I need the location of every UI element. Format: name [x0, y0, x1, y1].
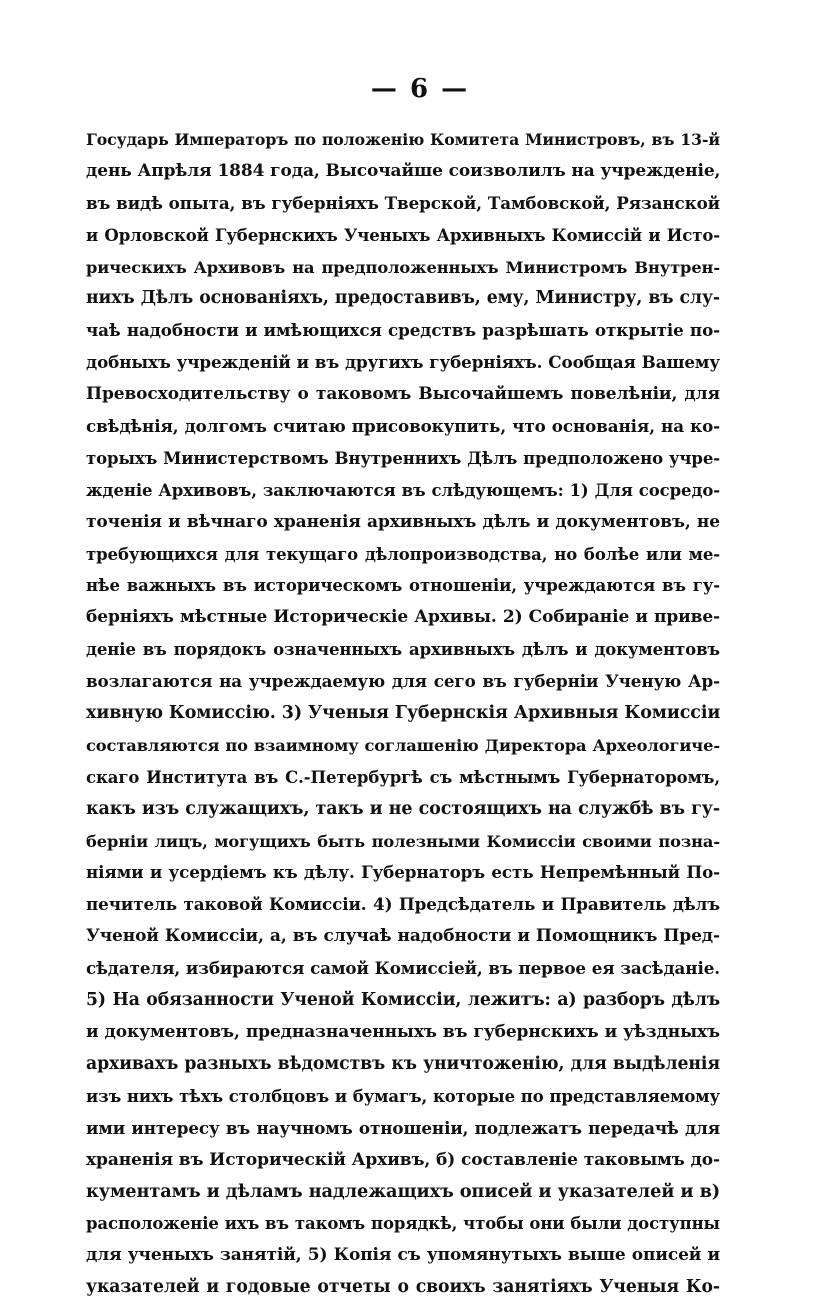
text-line: для ученыхъ занятій, 5) Копія съ упомянутыхъ выше описей и: [86, 1245, 720, 1266]
text-line: деніе въ порядокъ означенныхъ архивныхъ дѣлъ и документовъ: [86, 640, 720, 660]
text-line: точенія и вѣчнаго храненія архивныхъ дѣлъ и документовъ, не: [86, 511, 720, 532]
text-line: добныхъ учрежденій и въ другихъ губерніяхъ. Сообщая Вашему: [86, 352, 720, 373]
text-line: свѣдѣнія, долгомъ считаю присовокупить, что основанія, на ко-: [86, 416, 720, 437]
text-line: Ученой Комиссіи, а, въ случаѣ надобности и Помощникъ Пред-: [86, 926, 720, 947]
text-line: скаго Института въ С.-Петербургѣ съ мѣстнымъ Губернаторомъ,: [86, 767, 720, 787]
text-line: берніи лицъ, могущихъ быть полезными Комиссіи своими позна-: [86, 831, 720, 851]
text-line: 5) На обязанности Ученой Комиссіи, лежитъ: а) разборъ дѣлъ: [86, 990, 720, 1011]
text-line: жденіе Архивовъ, заключаются въ слѣдующемъ: 1) Для сосредо-: [86, 480, 720, 500]
text-line: нихъ Дѣлъ основаніяхъ, предоставивъ, ему, Министру, въ слу-: [86, 288, 720, 309]
text-line: какъ изъ служащихъ, такъ и не состоящихъ на службѣ въ гу-: [86, 798, 720, 819]
text-line: расположеніе ихъ въ такомъ порядкѣ, чтобы они были доступны: [86, 1214, 720, 1234]
text-line: составляются по взаимному соглашенію Директора Археологиче-: [86, 735, 720, 755]
text-line: архивахъ разныхъ вѣдомствъ къ уничтоженію, для выдѣленія: [86, 1053, 720, 1074]
text-line: кументамъ и дѣламъ надлежащихъ описей и указателей и в): [86, 1181, 720, 1203]
text-line: изъ нихъ тѣхъ столбцовъ и бумагъ, которые по представляемому: [86, 1086, 720, 1106]
text-line: требующихся для текущаго дѣлопроизводства, но болѣе или ме-: [86, 544, 720, 564]
text-line: и Орловской Губернскихъ Ученыхъ Архивныхъ Комиссій и Исто-: [86, 225, 720, 245]
page-number: — 6 —: [370, 74, 470, 104]
text-line: и документовъ, предназначенныхъ въ губернскихъ и уѣздныхъ: [86, 1021, 720, 1042]
text-line: рическихъ Архивовъ на предположенныхъ Министромъ Внутрен-: [86, 257, 720, 277]
text-line: сѣдателя, избираются самой Комиссіей, въ первое ея засѣданіе.: [86, 958, 720, 979]
text-line: чаѣ надобности и имѣющихся средствъ разрѣшать открытіе по-: [86, 320, 720, 341]
text-line: Превосходительству о таковомъ Высочайшемъ повелѣніи, для: [86, 384, 720, 405]
text-line: день Апрѣля 1884 года, Высочайше соизволилъ на учрежденіе,: [86, 160, 720, 181]
text-line: Государь Императоръ по положенію Комитета Министровъ, въ 13-й: [86, 130, 720, 149]
text-line: печитель таковой Комиссіи. 4) Предсѣдатель и Правитель дѣлъ: [86, 894, 720, 915]
text-line: хивную Комиссію. 3) Ученыя Губернскія Архивныя Комиссіи: [86, 703, 720, 724]
text-line: указателей и годовые отчеты о своихъ занятіяхъ Ученыя Ко-: [86, 1277, 720, 1298]
text-line: храненія въ Историческій Архивъ, б) составленіе таковымъ до-: [86, 1149, 720, 1170]
text-line: возлагаются на учреждаемую для сего въ губерніи Ученую Ар-: [86, 671, 720, 692]
text-line: ніями и усердіемъ къ дѣлу. Губернаторъ есть Непремѣнный По-: [86, 862, 720, 883]
text-line: ими интересу въ научномъ отношеніи, подлежатъ передачѣ для: [86, 1117, 720, 1138]
text-line: берніяхъ мѣстные Историческіе Архивы. 2) Собираніе и приве-: [86, 607, 720, 628]
text-line: нѣе важныхъ въ историческомъ отношеніи, учреждаются въ гу-: [86, 576, 720, 596]
text-line: въ видѣ опыта, въ губерніяхъ Тверской, Тамбовской, Рязанской: [86, 192, 720, 213]
body-text: [86, 124, 720, 1304]
text-line: торыхъ Министерствомъ Внутреннихъ Дѣлъ предположено учре-: [86, 448, 720, 468]
